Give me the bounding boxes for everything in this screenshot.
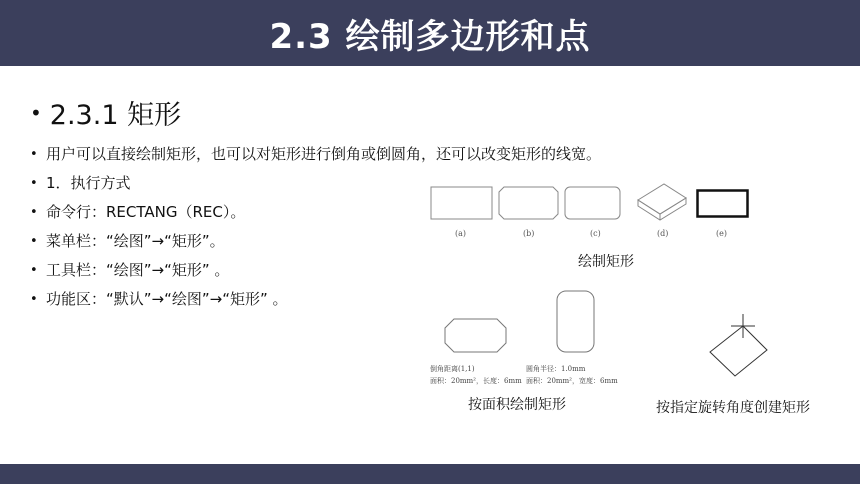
rect-figure-b [498,186,560,220]
chamfer-distance-text: 倒角距离(1,1) [430,365,475,373]
bullet-dot: • [30,234,38,249]
fillet-area-text: 面积：20mm²，宽度：6mm [526,377,618,385]
chamfer-rect-figure [444,318,508,354]
bullet-dot: • [30,263,38,278]
caption-draw-rect: 绘制矩形 [578,254,634,270]
bullet-dot: • [30,292,38,307]
heading-text: 2.3.1 矩形 [49,100,182,131]
bullet-list [30,140,730,314]
figure-label-b: (b) [523,229,535,238]
bullet-text: 菜单栏：“绘图”→“矩形”。 [46,232,225,250]
list-item [30,140,730,169]
bullet-text: 1．执行方式 [46,174,131,192]
footer-band [0,464,860,484]
rect-figure-a [430,186,494,220]
bullet-text: 功能区：“默认”→“绘图”→“矩形” 。 [46,290,288,308]
rotated-rect-figure [705,312,771,378]
caption-rotate-rect: 按指定旋转角度创建矩形 [656,400,810,416]
bullet-text: 用户可以直接绘制矩形，也可以对矩形进行倒角或倒圆角，还可以改变矩形的线宽。 [46,145,602,163]
figure-label-a: (a) [455,229,467,238]
chamfer-area-text: 面积：20mm²，长度：6mm [430,377,522,385]
list-item [30,169,730,198]
section-heading [30,93,181,132]
caption-area-rect: 按面积绘制矩形 [468,397,566,413]
bullet-dot: • [30,205,38,220]
bullet-text: 命令行：RECTANG（REC）。 [46,203,246,221]
list-item [30,198,730,227]
rect-figure-e [696,189,750,219]
fillet-radius-text: 圆角半径：1.0mm [526,365,586,373]
figure-label-c: (c) [590,229,601,238]
bullet-dot: • [30,147,38,162]
list-item [30,285,730,314]
figure-label-d: (d) [657,229,669,238]
figure-label-e: (e) [716,229,727,238]
rect-figure-c [564,186,622,220]
bullet-text: 工具栏：“绘图”→“矩形” 。 [46,261,230,279]
fillet-rect-figure [556,290,596,354]
slide-title: 2.3 绘制多边形和点 [269,16,591,57]
heading-bullet: • [30,100,42,125]
bullet-dot: • [30,176,38,191]
rect-figure-d [636,180,688,220]
